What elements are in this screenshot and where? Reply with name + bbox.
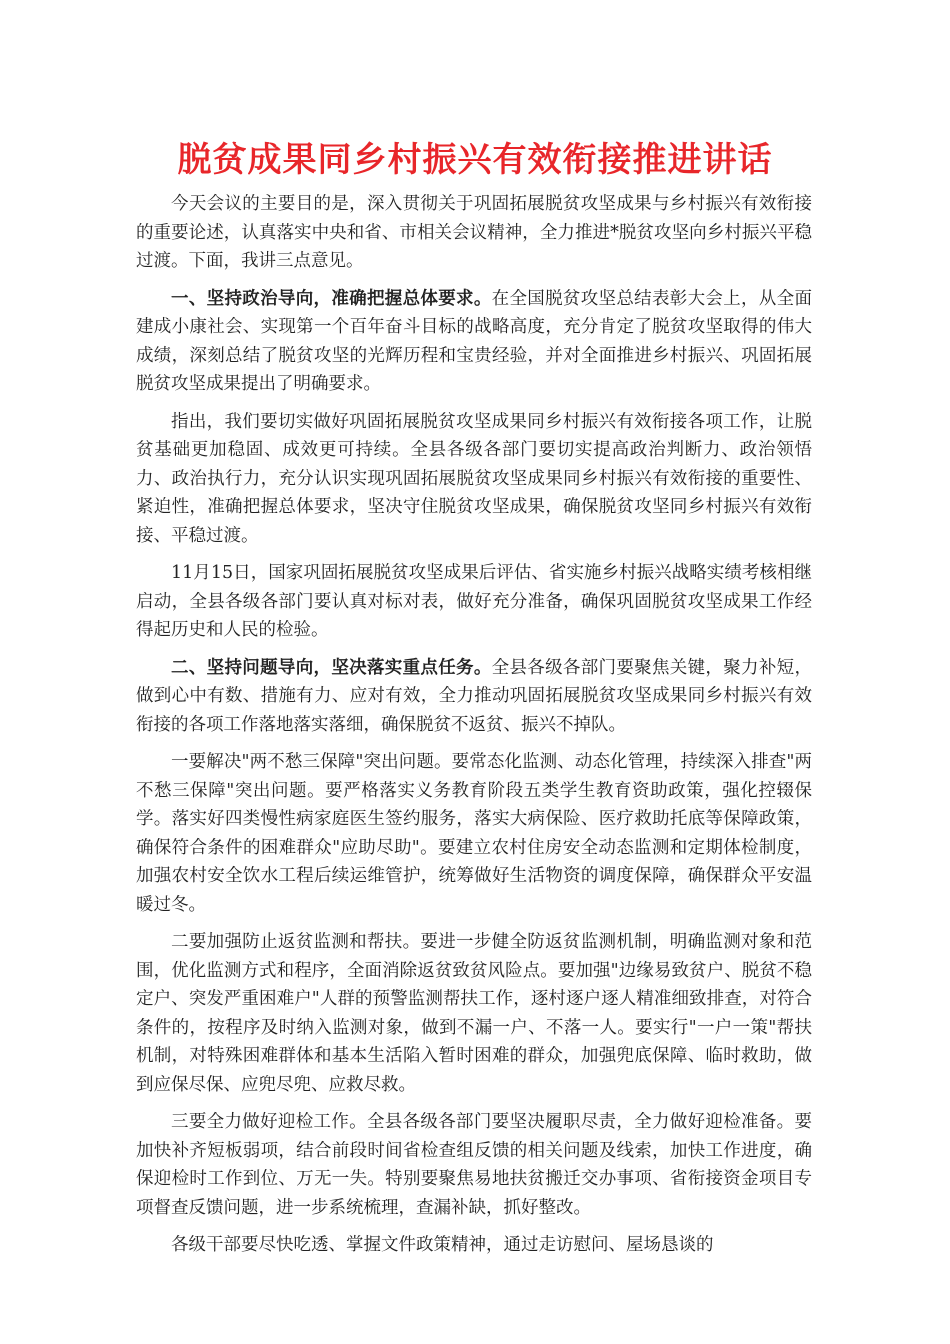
paragraph <box>136 408 812 551</box>
paragraph-text: 11月15日，国家巩固拓展脱贫攻坚成果后评估、省实施乡村振兴战略实绩考核相继启动，全县各级各部门要认真对标对表，做好充分准备，确保巩固脱贫攻坚成果工作经得起历史和人民的检验。 <box>136 563 812 640</box>
paragraph-text: 指出，我们要切实做好巩固拓展脱贫攻坚成果同乡村振兴有效衔接各项工作，让脱贫基础更加稳固、成效更可持续。全县各级各部门要切实提高政治判断力、政治领悟力、政治执行力，充分认识实现巩固拓展脱贫攻坚成果同乡村振兴有效衔接的重要性、紧迫性，准确把握总体要求，坚决守住脱贫攻坚成果，确保脱贫攻坚同乡村振兴有效衔接、平稳过渡。 <box>136 411 812 546</box>
document-body <box>136 190 812 1269</box>
paragraph-section-two <box>136 654 812 740</box>
document-title: 脱贫成果同乡村振兴有效衔接推进讲话 <box>177 140 773 180</box>
paragraph <box>136 1108 812 1222</box>
paragraph <box>136 559 812 645</box>
paragraph <box>136 928 812 1099</box>
paragraph-text: 三要全力做好迎检工作。全县各级各部门要坚决履职尽责，全力做好迎检准备。要加快补齐短板弱项，结合前段时间省检查组反馈的相关问题及线索，加快工作进度，确保迎检时工作到位、万无一失。特别要聚焦易地扶贫搬迁交办事项、省衔接资金项目专项督查反馈问题，进一步系统梳理，查漏补缺，抓好整改。 <box>136 1112 812 1218</box>
paragraph <box>136 748 812 919</box>
paragraph-text: 一要解决"两不愁三保障"突出问题。要常态化监测、动态化管理，持续深入排查"两不愁三保障"突出问题。要严格落实义务教育阶段五类学生教育资助政策，强化控辍保学。落实好四类慢性病家庭医生签约服务，落实大病保险、医疗救助托底等保障政策，确保符合条件的困难群众"应助尽助"。要建立农村住房安全动态监测和定期体检制度，加强农村安全饮水工程后续运维管护，统筹做好生活物资的调度保障，确保群众平安温暖过冬。 <box>136 752 812 915</box>
paragraph-text: 各级干部要尽快吃透、掌握文件政策精神，通过走访慰问、屋场恳谈的 <box>171 1235 714 1255</box>
paragraph-text: 今天会议的主要目的是，深入贯彻关于巩固拓展脱贫攻坚成果与乡村振兴有效衔接的重要论述，认真落实中央和省、市相关会议精神，全力推进*脱贫攻坚向乡村振兴平稳过渡。下面，我讲三点意见。 <box>136 194 812 271</box>
section-heading: 二、坚持问题导向，坚决落实重点任务。 <box>171 657 492 678</box>
paragraph-section-one <box>136 285 812 399</box>
paragraph-intro <box>136 190 812 276</box>
paragraph-text: 全县各级各部门要聚焦关键，聚力补短，做到心中有数、措施有力、应对有效，全力推动巩固拓展脱贫攻坚成果同乡村振兴有效衔接的各项工作落地落实落细，确保脱贫不返贫、振兴不掉队。 <box>136 657 812 735</box>
paragraph <box>136 1231 812 1260</box>
paragraph-text: 在全国脱贫攻坚总结表彰大会上，从全面建成小康社会、实现第一个百年奋斗目标的战略高度，充分肯定了脱贫攻坚取得的伟大成绩，深刻总结了脱贫攻坚的光辉历程和宝贵经验，并对全面推进乡村振兴、巩固拓展脱贫攻坚成果提出了明确要求。 <box>136 288 812 394</box>
section-heading: 一、坚持政治导向，准确把握总体要求。 <box>171 288 492 309</box>
paragraph-text: 二要加强防止返贫监测和帮扶。要进一步健全防返贫监测机制，明确监测对象和范围，优化监测方式和程序，全面消除返贫致贫风险点。要加强"边缘易致贫户、脱贫不稳定户、突发严重困难户"人群的预警监测帮扶工作，逐村逐户逐人精准细致排查，对符合条件的，按程序及时纳入监测对象，做到不漏一户、不落一人。要实行"一户一策"帮扶机制，对特殊困难群体和基本生活陷入暂时困难的群众，加强兜底保障、临时救助，做到应保尽保、应兜尽兜、应救尽救。 <box>136 932 812 1095</box>
